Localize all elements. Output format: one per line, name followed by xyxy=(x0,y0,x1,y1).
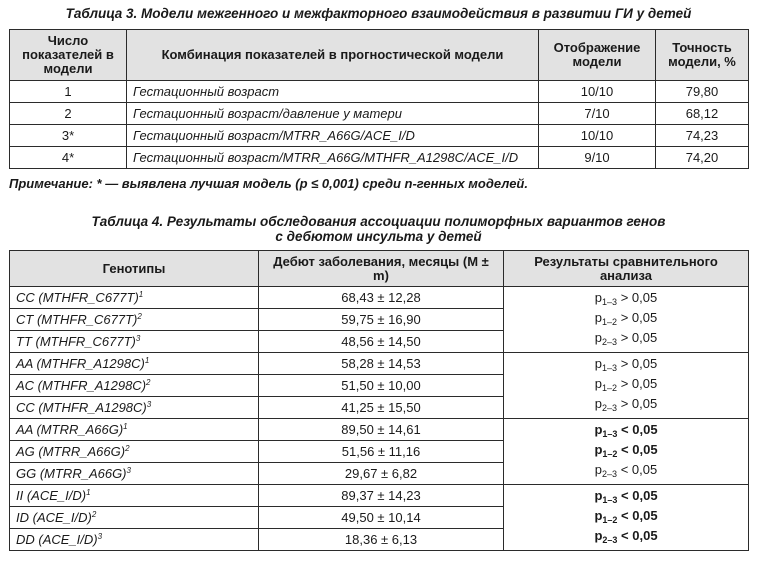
t4-cell-genotype xyxy=(10,529,259,551)
genotype-label: AG (MTRR_A66G) xyxy=(16,444,126,459)
p-symbol: p xyxy=(594,289,603,305)
p-relation: < 0,05 xyxy=(621,487,658,503)
table-row xyxy=(10,353,749,375)
t3-cell-combo: Гестационный возраст/MTRR_A66G/MTHFR_A1298C/ACE_I/D xyxy=(127,147,539,169)
table3-note: Примечание: * — выявлена лучшая модель (p ≤ 0,001) среди n-генных моделей. xyxy=(9,176,528,191)
t4-cell-onset: 48,56 ± 14,50 xyxy=(259,331,504,353)
t4-cell-genotype xyxy=(10,353,259,375)
t3-cell-accuracy: 74,23 xyxy=(656,125,749,147)
p-symbol: p xyxy=(594,355,603,371)
p-subscript: 2–3 xyxy=(602,336,618,347)
table-row xyxy=(10,287,749,309)
p-subscript: 2–3 xyxy=(602,534,618,545)
genotype-index: 2 xyxy=(137,312,142,321)
p-subscript: 1–2 xyxy=(602,382,618,393)
p-relation: > 0,05 xyxy=(620,355,658,371)
t4-cell-genotype xyxy=(10,507,259,529)
table3-caption: Таблица 3. Модели межгенного и межфакторного взаимодействия в развитии ГИ у детей xyxy=(65,6,692,21)
t3-cell-display: 7/10 xyxy=(539,103,656,125)
genotype-index: 1 xyxy=(123,422,128,431)
p-subscript: 2–3 xyxy=(602,402,618,413)
p-relation: < 0,05 xyxy=(621,421,658,437)
t3-header-combination: Комбинация показателей в прогностической модели xyxy=(127,30,539,81)
table-row xyxy=(10,103,749,125)
table-row xyxy=(10,485,749,507)
p-symbol: p xyxy=(594,441,603,457)
p-value-line xyxy=(508,462,744,482)
t4-cell-results xyxy=(504,287,749,353)
genotype-label: GG (MTRR_A66G) xyxy=(16,466,127,481)
genotype-index: 1 xyxy=(144,356,150,365)
table-row xyxy=(10,147,749,169)
genotype-label: AA (MTRR_A66G) xyxy=(16,422,124,437)
table4-caption-line2: с дебютом инсульта у детей xyxy=(275,229,482,244)
p-symbol: p xyxy=(594,461,603,477)
t4-cell-genotype xyxy=(10,309,259,331)
p-relation: < 0,05 xyxy=(620,461,658,477)
genotype-label: TT (MTHFR_C677T) xyxy=(16,334,136,349)
t4-cell-results xyxy=(504,353,749,419)
table-row xyxy=(10,125,749,147)
t4-cell-onset: 89,37 ± 14,23 xyxy=(259,485,504,507)
t4-cell-genotype xyxy=(10,331,259,353)
t4-header-onset: Дебют заболевания, месяцы (M ± m) xyxy=(259,251,504,287)
t4-cell-onset: 89,50 ± 14,61 xyxy=(259,419,504,441)
t3-cell-accuracy: 68,12 xyxy=(656,103,749,125)
genotype-label: DD (ACE_I/D) xyxy=(16,532,98,547)
t3-cell-combo: Гестационный возраст/MTRR_A66G/ACE_I/D xyxy=(127,125,539,147)
table-row xyxy=(10,81,749,103)
p-subscript: 1–2 xyxy=(602,316,618,327)
p-value-line xyxy=(508,528,744,548)
t4-cell-results xyxy=(504,419,749,485)
t4-cell-genotype xyxy=(10,419,259,441)
p-relation: > 0,05 xyxy=(620,395,658,411)
t3-cell-display: 10/10 xyxy=(539,81,656,103)
p-value-line xyxy=(508,376,744,396)
t3-cell-n: 4* xyxy=(10,147,127,169)
p-subscript: 2–3 xyxy=(602,468,618,479)
p-relation: < 0,05 xyxy=(621,527,658,543)
t3-cell-n: 1 xyxy=(10,81,127,103)
genotype-index: 1 xyxy=(86,488,91,497)
p-value-line xyxy=(508,330,744,350)
genotype-index: 3 xyxy=(97,532,103,541)
genotype-index: 1 xyxy=(138,290,144,299)
genotype-label: CC (MTHFR_C677T) xyxy=(16,290,139,305)
p-symbol: p xyxy=(594,421,603,437)
p-subscript: 1–3 xyxy=(602,296,618,307)
p-relation: > 0,05 xyxy=(620,329,658,345)
p-relation: > 0,05 xyxy=(620,289,658,305)
t3-cell-display: 10/10 xyxy=(539,125,656,147)
table-row xyxy=(10,419,749,441)
t4-cell-onset: 59,75 ± 16,90 xyxy=(259,309,504,331)
t3-cell-display: 9/10 xyxy=(539,147,656,169)
t3-cell-combo: Гестационный возраст/давление у матери xyxy=(127,103,539,125)
table4 xyxy=(9,250,749,551)
t4-cell-onset: 29,67 ± 6,82 xyxy=(259,463,504,485)
t4-cell-onset: 51,56 ± 11,16 xyxy=(259,441,504,463)
t3-header-count: Число показателей в модели xyxy=(10,30,127,81)
t3-header-accuracy: Точность модели, % xyxy=(656,30,749,81)
p-subscript: 1–2 xyxy=(602,514,618,525)
table3 xyxy=(9,29,749,169)
t3-header-display: Отображение модели xyxy=(539,30,656,81)
table4-caption-line1: Таблица 4. Результаты обследования ассоциации полиморфных вариантов генов xyxy=(91,214,666,229)
genotype-index: 3 xyxy=(135,334,141,343)
genotype-label: CC (MTHFR_A1298C) xyxy=(16,400,147,415)
p-relation: > 0,05 xyxy=(620,375,658,391)
genotype-index: 2 xyxy=(146,378,151,387)
genotype-index: 3 xyxy=(126,466,131,475)
p-subscript: 1–3 xyxy=(602,362,618,373)
p-value-line xyxy=(508,310,744,330)
p-symbol: p xyxy=(594,527,603,543)
p-symbol: p xyxy=(594,309,603,325)
t4-cell-onset: 51,50 ± 10,00 xyxy=(259,375,504,397)
p-value-line xyxy=(508,442,744,462)
t3-cell-accuracy: 79,80 xyxy=(656,81,749,103)
genotype-label: ID (ACE_I/D) xyxy=(16,510,92,525)
t4-cell-genotype xyxy=(10,485,259,507)
genotype-label: AC (MTHFR_A1298C) xyxy=(16,378,147,393)
t4-cell-genotype xyxy=(10,463,259,485)
t4-cell-genotype xyxy=(10,397,259,419)
p-value-line xyxy=(508,356,744,376)
genotype-label: II (ACE_I/D) xyxy=(16,488,87,503)
genotype-label: CT (MTHFR_C677T) xyxy=(16,312,138,327)
t3-cell-n: 3* xyxy=(10,125,127,147)
t3-cell-accuracy: 74,20 xyxy=(656,147,749,169)
t4-cell-onset: 41,25 ± 15,50 xyxy=(259,397,504,419)
p-value-line xyxy=(508,488,744,508)
t4-cell-genotype xyxy=(10,287,259,309)
t4-cell-onset: 18,36 ± 6,13 xyxy=(259,529,504,551)
genotype-index: 2 xyxy=(125,444,130,453)
t4-cell-onset: 68,43 ± 12,28 xyxy=(259,287,504,309)
t3-cell-combo: Гестационный возраст xyxy=(127,81,539,103)
p-symbol: p xyxy=(594,487,603,503)
genotype-label: AA (MTHFR_A1298C) xyxy=(16,356,145,371)
p-value-line xyxy=(508,508,744,528)
p-value-line xyxy=(508,422,744,442)
t4-cell-onset: 58,28 ± 14,53 xyxy=(259,353,504,375)
p-relation: < 0,05 xyxy=(621,441,658,457)
p-value-line xyxy=(508,290,744,310)
t4-header-genotype: Генотипы xyxy=(10,251,259,287)
p-value-line xyxy=(508,396,744,416)
p-relation: > 0,05 xyxy=(620,309,658,325)
p-symbol: p xyxy=(594,395,603,411)
p-subscript: 1–2 xyxy=(602,448,618,459)
t4-cell-genotype xyxy=(10,441,259,463)
p-subscript: 1–3 xyxy=(602,494,618,505)
p-symbol: p xyxy=(594,329,603,345)
p-symbol: p xyxy=(594,375,603,391)
t3-cell-n: 2 xyxy=(10,103,127,125)
t4-cell-genotype xyxy=(10,375,259,397)
t4-cell-onset: 49,50 ± 10,14 xyxy=(259,507,504,529)
t4-header-results: Результаты сравнительного анализа xyxy=(504,251,749,287)
p-subscript: 1–3 xyxy=(602,428,618,439)
p-relation: < 0,05 xyxy=(621,507,658,523)
t4-cell-results xyxy=(504,485,749,551)
p-symbol: p xyxy=(594,507,603,523)
genotype-index: 3 xyxy=(146,400,152,409)
genotype-index: 2 xyxy=(91,510,97,519)
